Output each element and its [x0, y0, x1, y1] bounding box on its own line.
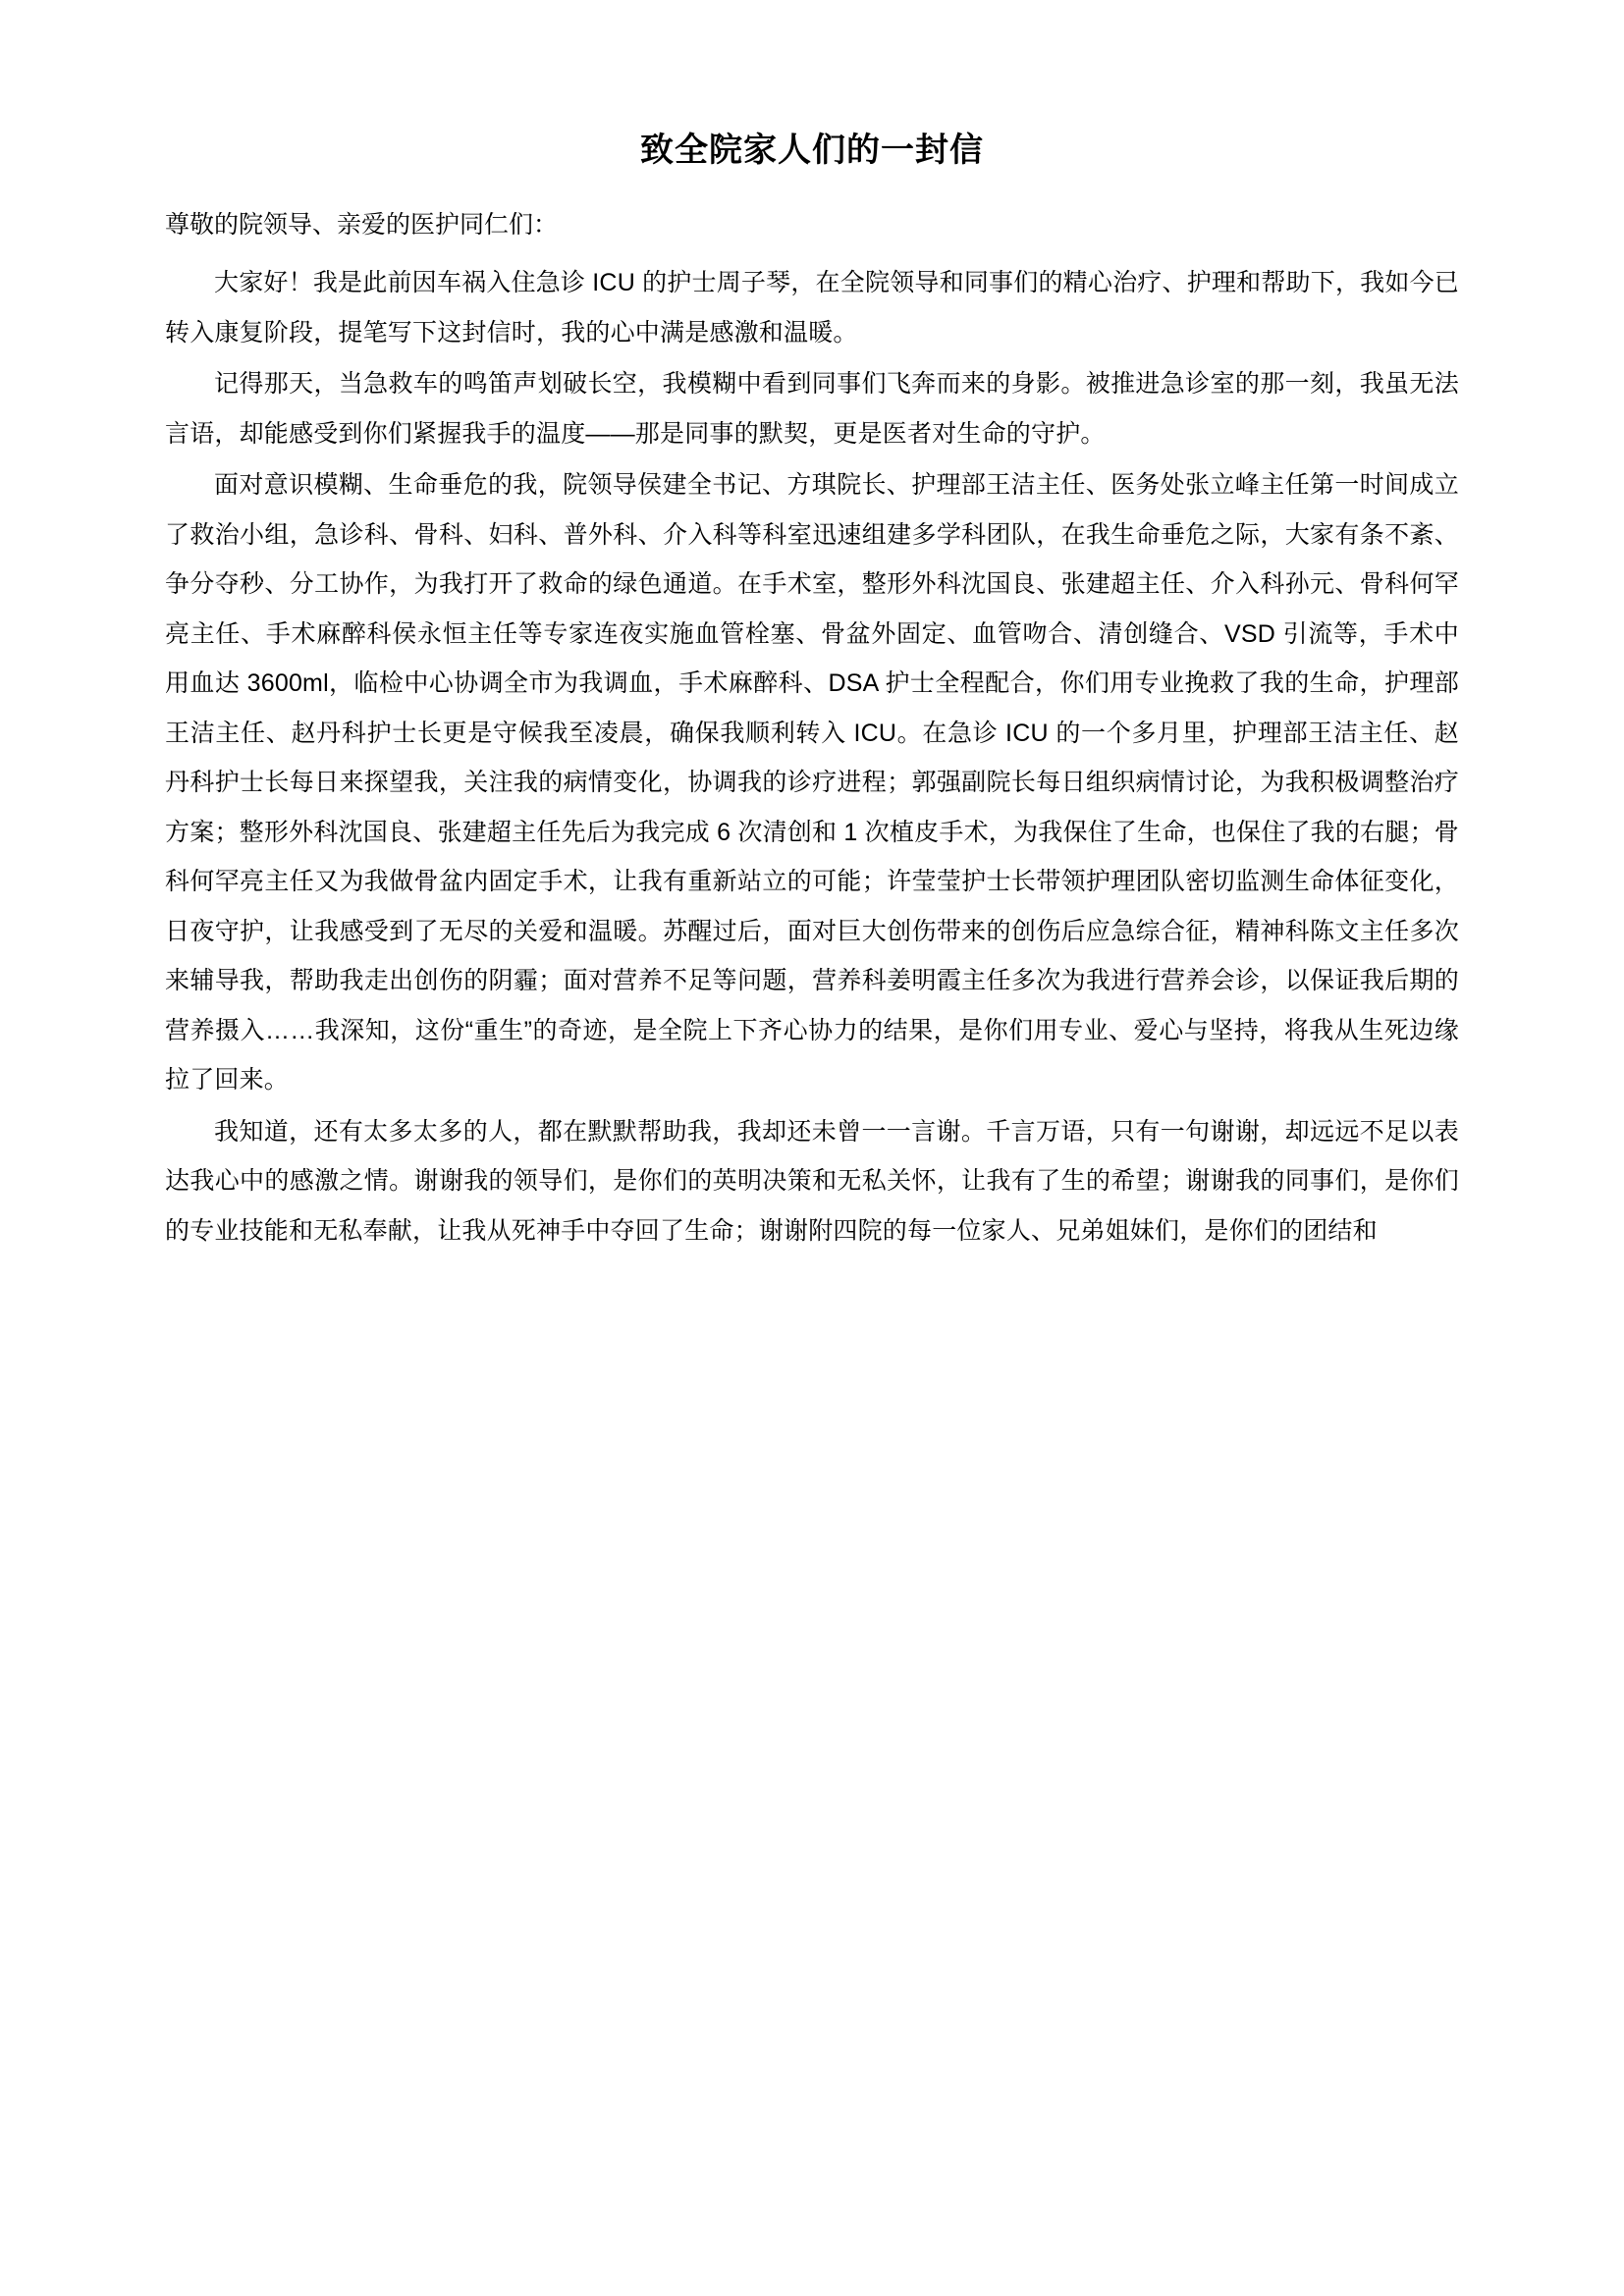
paragraph-3: 面对意识模糊、生命垂危的我，院领导侯建全书记、方琪院长、护理部王洁主任、医务处张立峰主任第一时间成立了救治小组，急诊科、骨科、妇科、普外科、介入科等科室迅速组建多学科团队，在我生命垂危之际，大家有条不紊、争分夺秒、分工协作，为我打开了救命的绿色通道。在手术室，整形外科沈国良、张建超主任、介入科孙元、骨科何罕亮主任、手术麻醉科侯永恒主任等专家连夜实施血管栓塞、骨盆外固定、血管吻合、清创缝合、VSD 引流等，手术中用血达 3600ml，临检中心协调全市为我调血，手术麻醉科、DSA 护士全程配合，你们用专业挽救了我的生命，护理部王洁主任、赵丹科护士长更是守候我至凌晨，确保我顺利转入 ICU。在急诊 ICU 的一个多月里，护理部王洁主任、赵丹科护士长每日来探望我，关注我的病情变化，协调我的诊疗进程；郭强副院长每日组织病情讨论，为我积极调整治疗方案；整形外科沈国良、张建超主任先后为我完成 6 次清创和 1 次植皮手术，为我保住了生命，也保住了我的右腿；骨科何罕亮主任又为我做骨盆内固定手术，让我有重新站立的可能；许莹莹护士长带领护理团队密切监测生命体征变化，日夜守护，让我感受到了无尽的关爱和温暖。苏醒过后，面对巨大创伤带来的创伤后应急综合征，精神科陈文主任多次来辅导我，帮助我走出创伤的阴霾；面对营养不足等问题，营养科姜明霞主任多次为我进行营养会诊，以保证我后期的营养摄入……我深知，这份“重生”的奇迹，是全院上下齐心协力的结果，是你们用专业、爱心与坚持，将我从生死边缘拉了回来。 [165, 471, 1459, 1095]
paragraph-1: 大家好！我是此前因车祸入住急诊 ICU 的护士周子琴，在全院领导和同事们的精心治疗、护理和帮助下，我如今已转入康复阶段，提笔写下这封信时，我的心中满是感激和温暖。 [165, 269, 1459, 347]
paragraph-2: 记得那天，当急救车的鸣笛声划破长空，我模糊中看到同事们飞奔而来的身影。被推进急诊室的那一刻，我虽无法言语，却能感受到你们紧握我手的温度——那是同事的默契，更是医者对生命的守护。 [165, 370, 1459, 448]
paragraph-4: 我知道，还有太多太多的人，都在默默帮助我，我却还未曾一一言谢。千言万语，只有一句谢谢，却远远不足以表达我心中的感激之情。谢谢我的领导们，是你们的英明决策和无私关怀，让我有了生的希望；谢谢我的同事们，是你们的专业技能和无私奉献，让我从死神手中夺回了生命；谢谢附四院的每一位家人、兄弟姐妹们，是你们的团结和 [165, 1117, 1459, 1245]
page-title: 致全院家人们的一封信 [640, 132, 984, 169]
salutation-line: 尊敬的院领导、亲爱的医护同仁们： [165, 210, 559, 239]
